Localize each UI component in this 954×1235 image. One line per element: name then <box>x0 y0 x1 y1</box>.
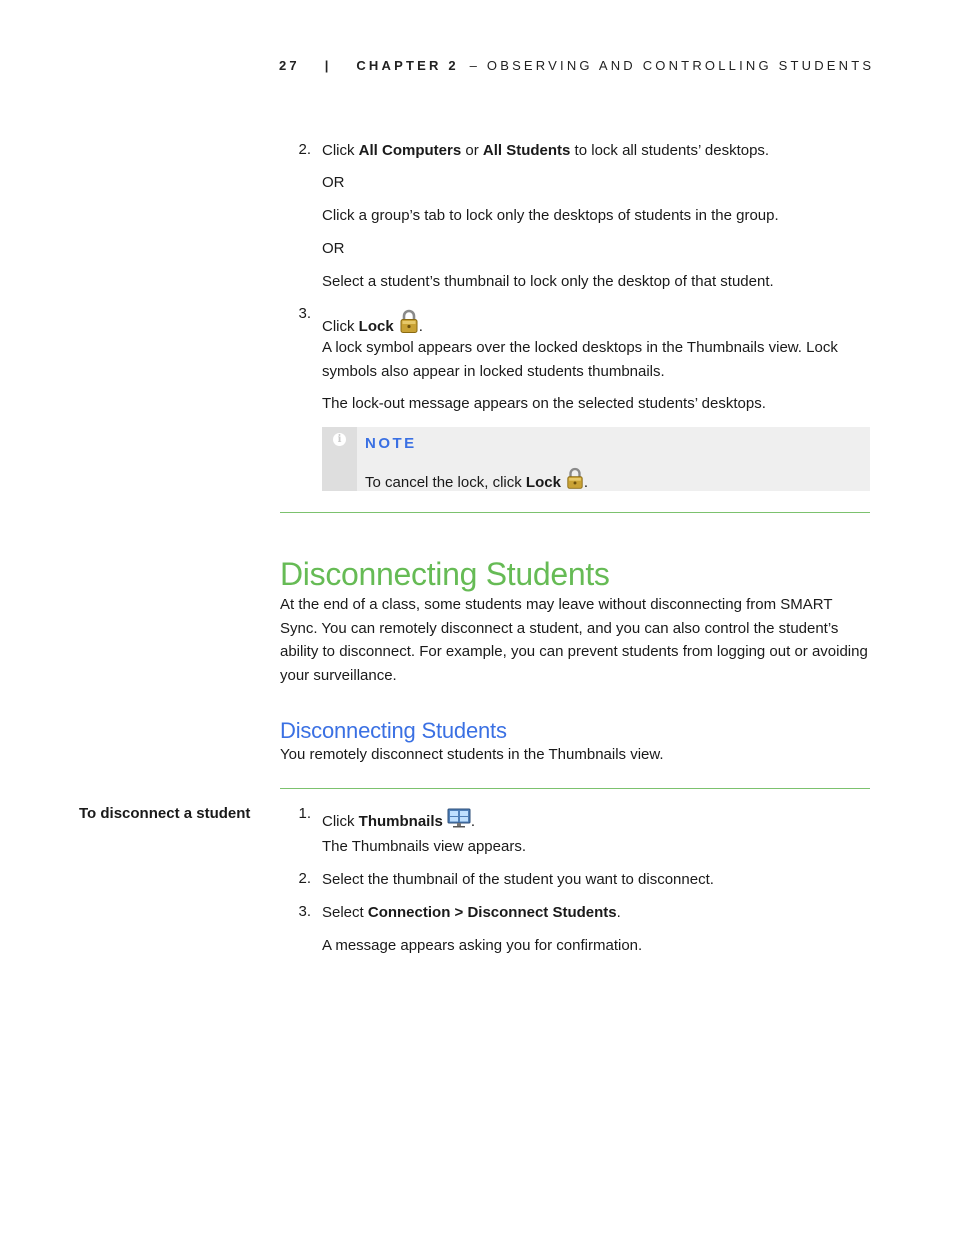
or-text: OR <box>322 240 345 257</box>
menu-path-label: Connection > Disconnect Students <box>367 904 617 921</box>
section-body: At the end of a class, some students may leave without disconnecting from SMART Sync. You can remotely disconnect a student, and you can also control the student’s ability to disconnect. For example, you can prevent students from logging out or avoiding your surveillance. <box>280 596 868 684</box>
alt-instruction: Select a student’s thumbnail to lock only the desktop of that student. <box>322 273 774 290</box>
lock-label: Lock <box>358 318 394 335</box>
header-separator: | <box>324 58 332 73</box>
note-title: NOTE <box>365 435 417 452</box>
note-box <box>322 427 870 491</box>
step-text: Select the thumbnail of the student you want to disconnect. <box>322 871 714 888</box>
result-text: A message appears asking you for confirmation. <box>322 937 643 954</box>
note-text: To cancel the lock, click Lock . <box>365 467 588 493</box>
all-computers-label: All Computers <box>358 142 462 159</box>
alt-instruction: Click a group’s tab to lock only the desktops of students in the group. <box>322 207 779 224</box>
step-text: Click Lock . <box>322 309 423 339</box>
result-text: symbols also appear in locked students thumbnails. <box>322 363 665 380</box>
thumbnails-icon <box>447 808 471 834</box>
note-sidebar <box>322 427 357 491</box>
padlock-icon <box>566 467 584 493</box>
step-number: 2. <box>298 870 311 887</box>
section-divider <box>280 512 870 513</box>
page-number: 27 <box>279 58 300 73</box>
subsection-body: You remotely disconnect students in the Thumbnails view. <box>280 746 664 763</box>
result-text: The Thumbnails view appears. <box>322 838 526 855</box>
section-heading: Disconnecting Students <box>280 556 610 592</box>
step-number: 3. <box>298 305 311 322</box>
lock-label: Lock <box>525 474 561 491</box>
subsection-heading: Disconnecting Students <box>280 718 507 743</box>
step-text: Click All Computers or All Students to lock all students’ desktops. <box>322 142 770 159</box>
chapter-title: – OBSERVING AND CONTROLLING STUDENTS <box>469 58 875 73</box>
result-text: The lock-out message appears on the selected students’ desktops. <box>322 395 766 412</box>
step-number: 3. <box>298 903 311 920</box>
running-header <box>279 58 874 73</box>
step-text: Click Thumbnails . <box>322 808 475 834</box>
step-number: 2. <box>298 141 311 158</box>
info-icon: i <box>333 433 346 446</box>
chapter-label: CHAPTER 2 <box>356 58 459 73</box>
result-text: A lock symbol appears over the locked desktops in the Thumbnails view. Lock <box>322 339 838 356</box>
thumbnails-label: Thumbnails <box>358 813 443 830</box>
step-number: 1. <box>298 805 311 822</box>
or-text: OR <box>322 174 345 191</box>
procedure-divider <box>280 788 870 789</box>
procedure-label: To disconnect a student <box>79 805 251 822</box>
padlock-icon <box>399 309 419 339</box>
all-students-label: All Students <box>482 142 571 159</box>
step-text: Select Connection > Disconnect Students. <box>322 904 621 921</box>
